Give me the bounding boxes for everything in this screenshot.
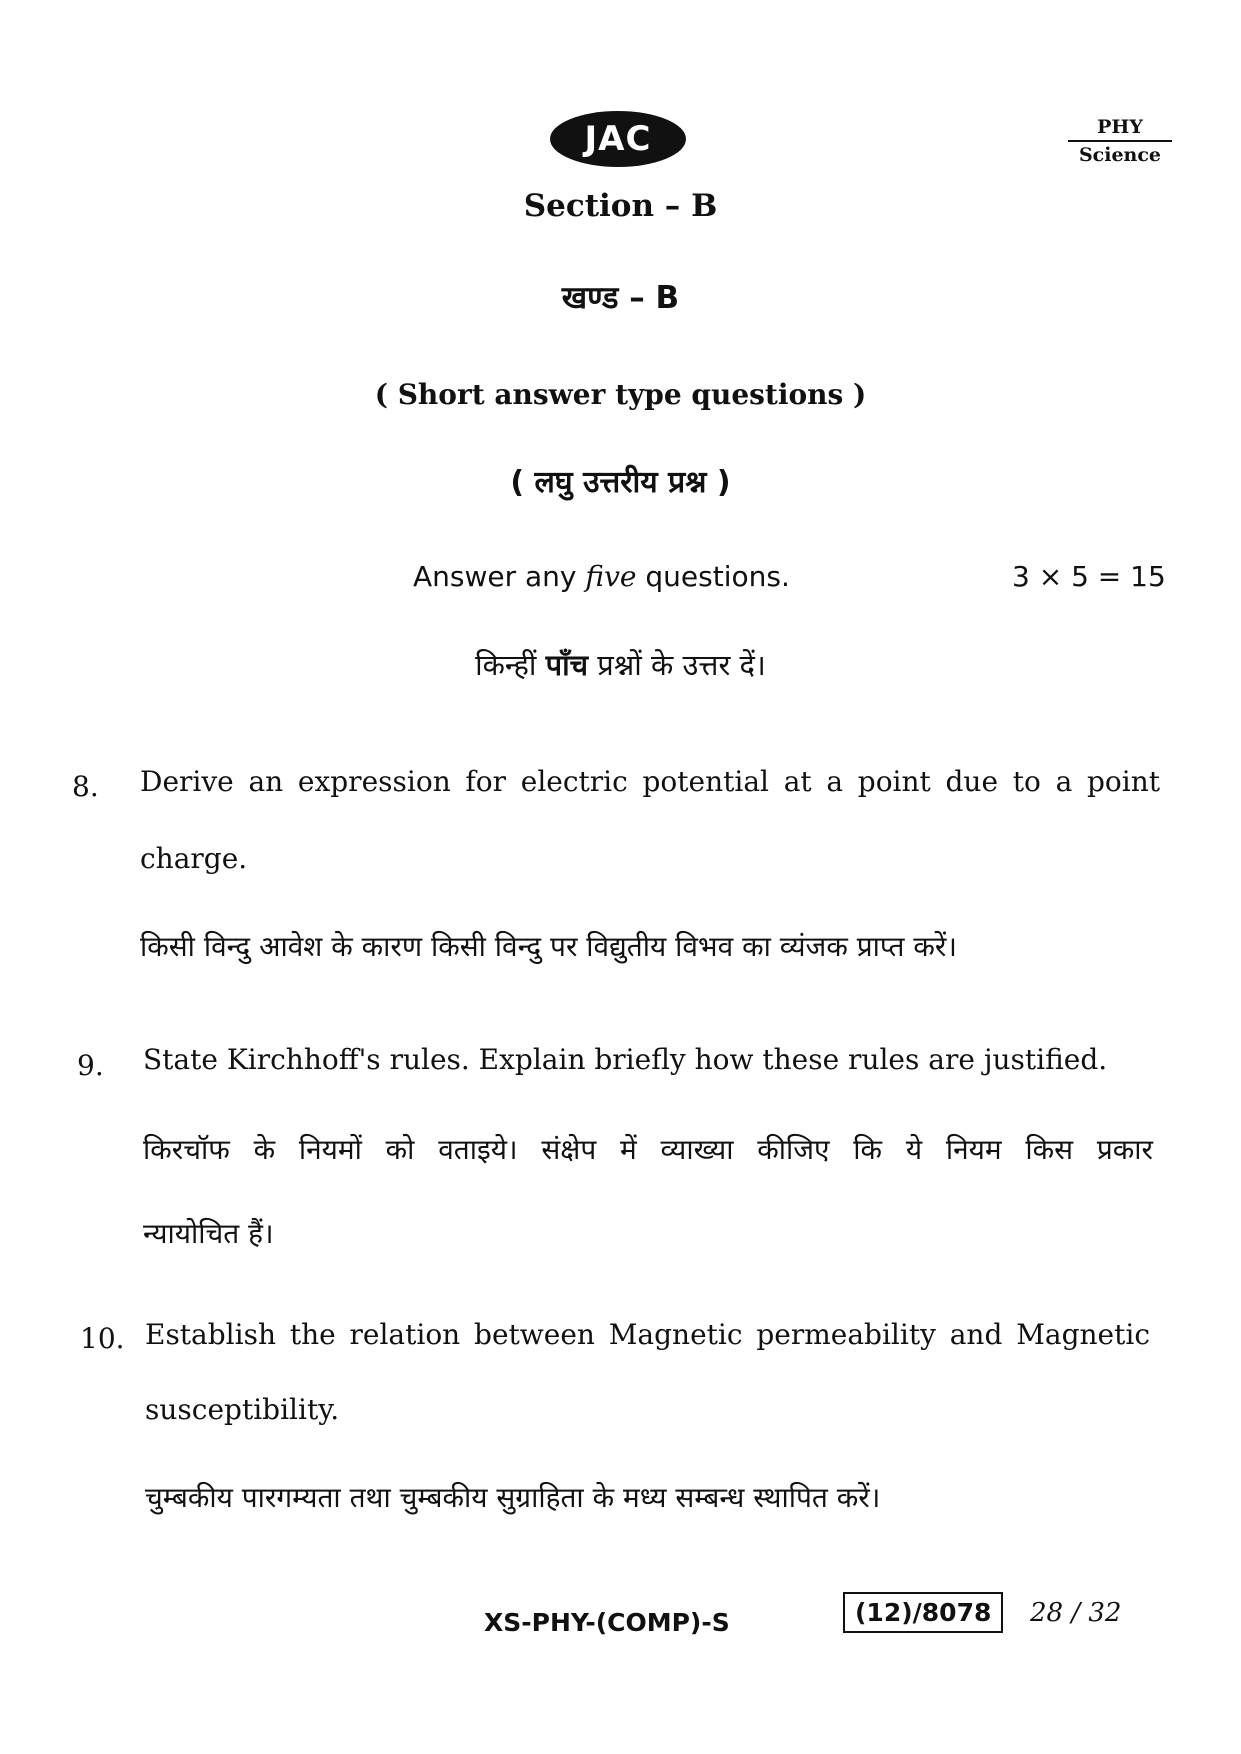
question-text-en: Establish the relation between Magnetic permeability and Magnetic: [145, 1318, 1150, 1351]
question-text-en: State Kirchhoff's rules. Explain briefly how these rules are justified.: [143, 1043, 1108, 1076]
instruction-hi-prefix: किन्हीं: [475, 648, 546, 682]
question-text-en: Derive an expression for electric potential at a point due to a point: [140, 765, 1160, 798]
question-text-hi: किसी विन्दु आवेश के कारण किसी विन्दु पर विद्युतीय विभव का व्यंजक प्राप्त करें।: [140, 930, 957, 963]
section-title-en: Section – B: [523, 188, 718, 224]
section-title-hi: खण्ड – B: [561, 280, 680, 316]
instruction-hi-bold: पाँच: [545, 648, 589, 682]
subject-label: [1060, 116, 1180, 167]
instruction-hi: [0, 645, 1241, 684]
marks-scheme: 3 × 5 = 15: [1012, 560, 1166, 593]
subject-bottom: Science: [1078, 143, 1162, 166]
page-number: 28 / 32: [1030, 1598, 1122, 1628]
logo-text: JAC: [584, 119, 652, 159]
question-type-en: ( Short answer type questions ): [374, 378, 867, 411]
question-type-hi: ( लघु उत्तरीय प्रश्न ): [510, 465, 731, 500]
paper-code: XS-PHY-(COMP)-S: [484, 1608, 730, 1637]
jac-logo: [550, 111, 686, 167]
instruction-en: [413, 560, 790, 593]
question-number: 9.: [77, 1049, 104, 1082]
question-number: 10.: [80, 1322, 125, 1355]
question-text-hi: चुम्बकीय पारगम्यता तथा चुम्बकीय सुग्राहिता के मध्य सम्बन्ध स्थापित करें।: [145, 1481, 881, 1514]
question-number: 8.: [72, 770, 99, 803]
question-text-en-cont: susceptibility.: [145, 1393, 340, 1426]
instruction-emph: five: [585, 560, 637, 593]
question-text-hi: किरचॉफ के नियमों को वताइये। संक्षेप में व्याख्या कीजिए कि ये नियम किस प्रकार: [143, 1133, 1153, 1166]
subject-top: PHY: [1068, 116, 1172, 142]
instruction-hi-suffix: प्रश्नों के उत्तर दें।: [588, 648, 766, 682]
instruction-suffix: questions.: [636, 560, 790, 593]
paper-serial-box: (12)/8078: [843, 1592, 1003, 1633]
question-text-hi-cont: न्यायोचित हैं।: [143, 1217, 274, 1250]
question-text-en-cont: charge.: [140, 842, 248, 875]
instruction-prefix: Answer any: [413, 560, 586, 593]
